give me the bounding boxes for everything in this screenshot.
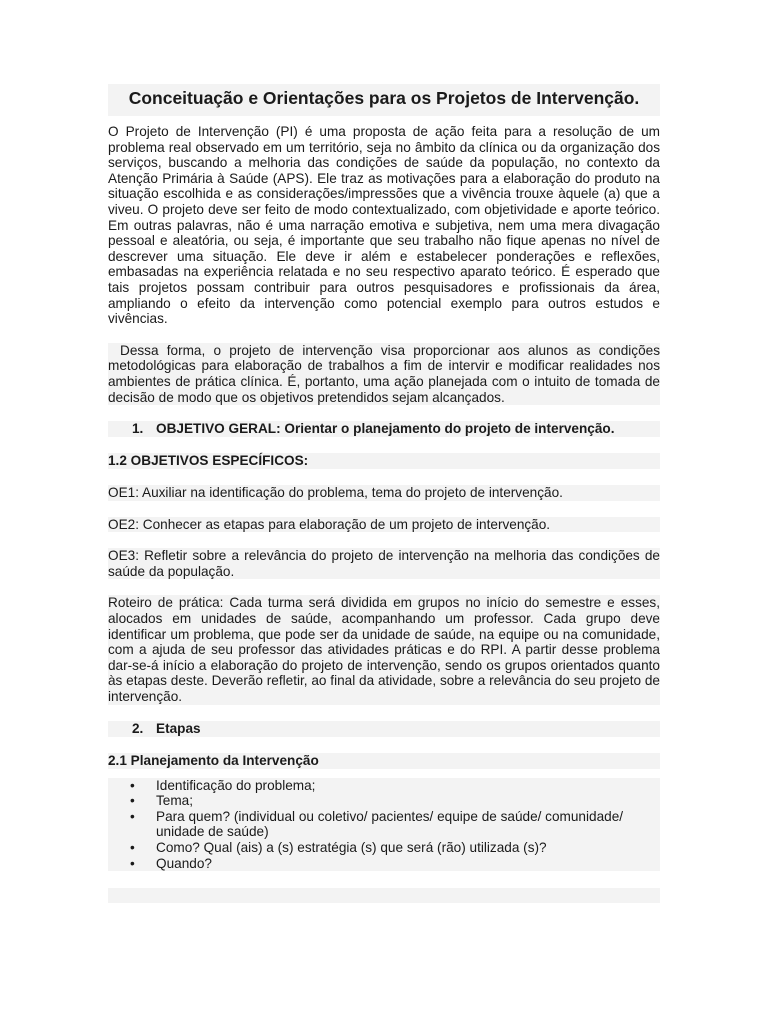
list-item-text: Tema; [156, 793, 194, 809]
objective-general [108, 421, 660, 437]
specific-objective-oe1: OE1: Auxiliar na identificação do problema, tema do projeto de intervenção. [108, 485, 660, 501]
specific-objectives-heading: 1.2 OBJETIVOS ESPECÍFICOS: [108, 453, 660, 469]
roteiro-paragraph: Roteiro de prática: Cada turma será dividida em grupos no início do semestre e esses, alocados em unidades de saúde, acompanhando um professor. Cada grupo deve identificar um problema, que pode ser da unidade de saúde, na equipe ou na comunidade, com a ajuda de seu professor das atividades práticas e do RPI. A partir desse problema dar-se-á início a elaboração do projeto de intervenção, sendo os grupos orientados quanto às etapas deste. Deverão refletir, ao final da atividade, sobre a relevância do seu projeto de intervenção. [108, 595, 660, 705]
objective-general-number: 1. [132, 421, 144, 437]
list-item-text: Identificação do problema; [156, 777, 316, 793]
list-item-text: Para quem? (individual ou coletivo/ pacientes/ equipe de saúde/ comunidade/ unidade de saúde) [156, 808, 624, 840]
page-end-band [108, 888, 660, 903]
bullet-icon: • [130, 793, 135, 809]
list-item [108, 809, 660, 840]
list-item [108, 856, 660, 872]
planning-heading: 2.1 Planejamento da Intervenção [108, 753, 660, 769]
etapas-heading [108, 721, 660, 737]
bullet-icon: • [130, 808, 135, 824]
document-page [108, 84, 660, 903]
intro-paragraph: O Projeto de Intervenção (PI) é uma proposta de ação feita para a resolução de um problema real observado em um território, seja no âmbito da clínica ou da organização dos serviços, buscando a melhoria das condições de saúde da população, no contexto da Atenção Primária à Saúde (APS). Ele traz as motivações para a elaboração do produto na situação escolhida e as considerações/impressões que a vivência trouxe àquele (a) que a viveu. O projeto deve ser feito de modo contextualizado, com objetividade e aporte teórico. Em outras palavras, não é uma narração emotiva e subjetiva, nem uma mera divagação pessoal e aleatória, ou seja, é importante que seu trabalho não fique apenas no nível de descrever uma situação. Ele deve ir além e estabelecer ponderações e reflexões, embasadas na experiência relatada e no seu respectivo aparato teórico. É esperado que tais projetos possam contribuir para outros pesquisadores e profissionais da área, ampliando o efeito da intervenção como potencial exemplo para outros estudos e vivências. [108, 124, 660, 327]
document-title: Conceituação e Orientações para os Projetos de Intervenção. [108, 84, 660, 116]
list-item [108, 778, 660, 794]
objective-general-text: OBJETIVO GERAL: Orientar o planejamento do projeto de intervenção. [156, 421, 615, 437]
list-item-text: Como? Qual (ais) a (s) estratégia (s) que será (rão) utilizada (s)? [156, 840, 547, 855]
etapas-number: 2. [132, 720, 144, 736]
planning-list [108, 778, 660, 872]
second-paragraph: Dessa forma, o projeto de intervenção visa proporcionar aos alunos as condições metodológicas para elaboração de trabalhos a fim de intervir e modificar realidades nos ambientes de prática clínica. É, portanto, uma ação planejada com o intuito de tomada de decisão de modo que os objetivos pretendidos sejam alcançados. [108, 342, 660, 405]
list-item [108, 793, 660, 809]
specific-objective-oe2: OE2: Conhecer as etapas para elaboração de um projeto de intervenção. [108, 517, 660, 533]
specific-objective-oe3: OE3: Refletir sobre a relevância do projeto de intervenção na melhoria das condições de saúde da população. [108, 548, 660, 579]
bullet-icon: • [130, 840, 135, 855]
list-item [108, 840, 660, 856]
bullet-icon: • [130, 777, 135, 793]
list-item-text: Quando? [156, 855, 212, 871]
etapas-text: Etapas [156, 720, 201, 736]
bullet-icon: • [130, 855, 135, 871]
